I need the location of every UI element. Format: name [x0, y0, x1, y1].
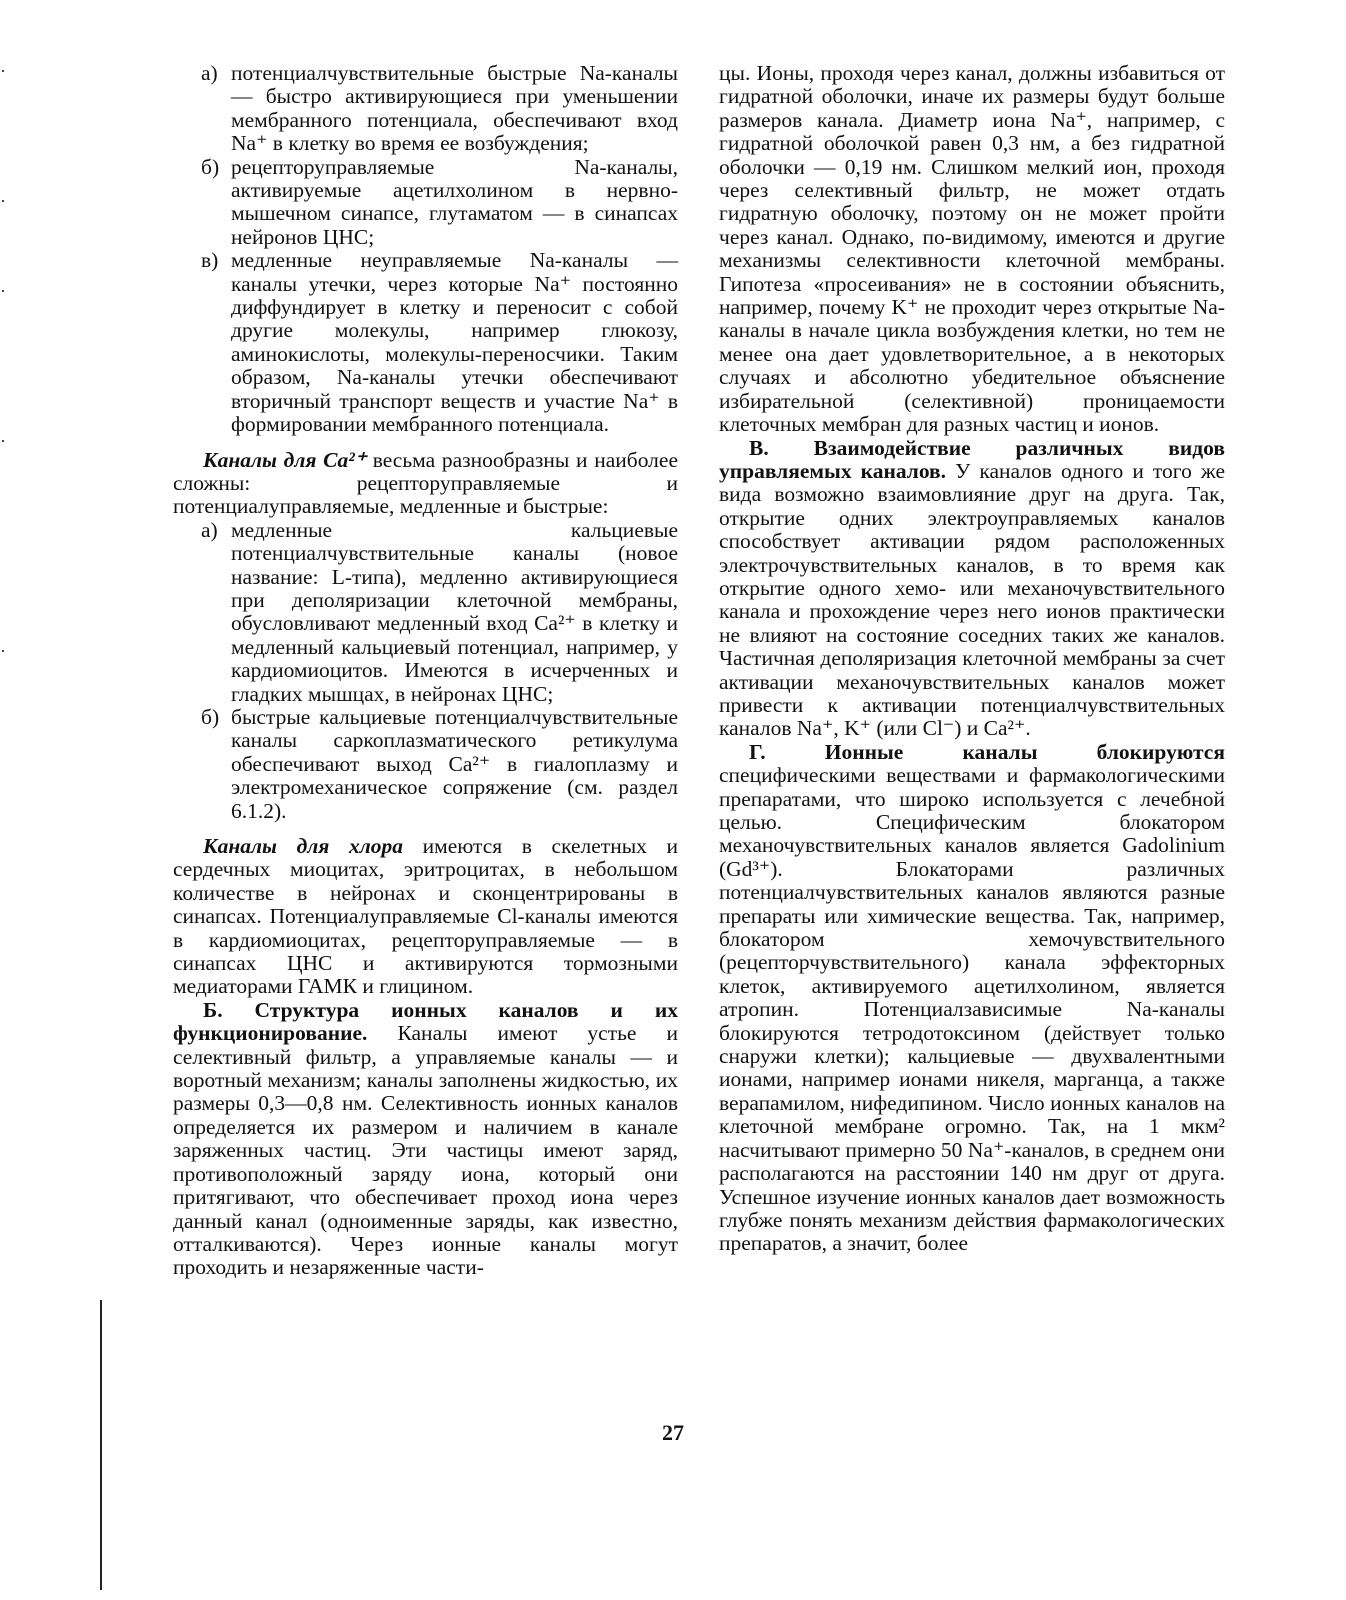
list-item-label: в) — [201, 248, 219, 273]
section-g-paragraph — [719, 741, 1225, 1256]
cl-channels-paragraph — [173, 835, 678, 999]
page-number: 27 — [662, 1420, 684, 1445]
cl-channels-heading: Каналы для хлора — [203, 834, 404, 858]
section-b-paragraph — [173, 999, 678, 1280]
scan-edge-dot — [2, 200, 4, 202]
na-channel-list — [173, 62, 678, 437]
list-item-label: б) — [201, 154, 220, 179]
ca-channels-intro: весьма разнообразны и наиболее сложны: рецепторуправляемые и потенциалуправляемые, медленные и быстрые: — [173, 447, 678, 519]
scan-edge-dot — [2, 290, 4, 292]
ca-channels-heading: Каналы для Ca²⁺ — [203, 447, 367, 472]
list-item — [201, 156, 678, 250]
scan-edge-dot — [2, 650, 4, 652]
list-item — [201, 519, 678, 706]
list-item — [201, 249, 678, 436]
section-g-heading: Г. Ионные каналы блокируются — [749, 739, 1225, 764]
list-item-text: быстрые кальциевые потенциалчувствительные каналы саркоплазматического ретикулума обеспечивают выход Ca²⁺ в гиалоплазму и электромеханическое сопряжение (см. раздел 6.1.2). — [231, 704, 678, 823]
list-item-text: медленные неуправляемые Na-каналы — каналы утечки, через которые Na⁺ постоянно диффундирует в клетку и переносит с собой другие молекулы, например глюкозу, аминокислоты, молекулы-переносчики. Таким образом, Na-каналы утечки обеспечивают вторичный транспорт веществ и участие Na⁺ в формировании мембранного потенциала. — [231, 248, 678, 437]
list-item-text: потенциалчувствительные быстрые Na-каналы — быстро активирующиеся при уменьшении мембранного потенциала, обеспечивают вход Na⁺ в клетку во время ее возбуждения; — [231, 61, 678, 156]
section-b-text: Каналы имеют устье и селективный фильтр, а управляемые каналы — и воротный механизм; каналы заполнены жидкостью, их размеры 0,3—0,8 нм. Селективность ионных каналов определяется их размером и наличием в канале заряженных частиц. Эти частицы имеют заряд, противоположный заряду иона, который они притягивают, что обеспечивает проход иона через данный канал (одноименные заряды, как известно, отталкиваются). Через ионные каналы могут проходить и незаряженные части- — [173, 1021, 678, 1280]
ca-channel-list — [173, 519, 678, 823]
right-column — [719, 62, 1225, 1256]
section-b-heading: Б. Структура ионных каналов и их функционирование. — [173, 997, 678, 1046]
left-column — [173, 62, 678, 1280]
section-v-heading: В. Взаимодействие различных видов управляемых каналов. — [719, 435, 1225, 483]
scan-edge-dot — [2, 70, 4, 72]
list-item — [201, 706, 678, 823]
section-v-text: У каналов одного и того же вида возможно взаимовлияние друг на друга. Так, открытие одних электроуправляемых каналов способствует активации рядом расположенных электрочувствительных каналов, в то время как открытие одного хемо- или механочувствительного канала и прохождение через него ионов практически не влияют на состояние соседних таких же каналов. Частичная деполяризация клеточной мембраны за счет активации механочувствительных каналов может привести к активации потенциалчувствительных каналов Na⁺, K⁺ (или Cl⁻) и Ca²⁺. — [719, 458, 1225, 741]
cl-channels-text: имеются в скелетных и сердечных миоцитах, эритроцитах, в небольшом количестве в нейронах и сконцентрированы в синапсах. Потенциалуправляемые Cl-каналы имеются в кардиомиоцитах, рецепторуправляемые — в синапсах ЦНС и активируются тормозными медиаторами ГАМК и глицином. — [173, 834, 679, 999]
ca-channels-paragraph — [173, 449, 678, 519]
scan-edge-dot — [2, 440, 4, 442]
list-item-text: медленные кальциевые потенциалчувствительные каналы (новое название: L-типа), медленно активирующиеся при деполяризации клеточной мембраны, обусловливают медленный вход Ca²⁺ в клетку и медленный кальциевый потенциал, например, у кардиомиоцитов. Имеются в исчерченных и гладких мышцах, в нейронах ЦНС; — [231, 517, 678, 706]
list-item-label: б) — [201, 704, 220, 729]
list-item-text: рецепторуправляемые Na-каналы, активируемые ацетилхолином в нервно-мышечном синапсе, глутаматом — в синапсах нейронов ЦНС; — [231, 154, 678, 249]
list-item — [201, 62, 678, 156]
list-item-label: а) — [201, 517, 218, 542]
section-g-text: специфическими веществами и фармакологическими препаратами, что широко используется с лечебной целью. Специфическим блокатором механочувствительных каналов является Gadolinium (Gd³⁺). Блокаторами различных потенциалчувствительных каналов являются разные препараты или химические вещества. Так, например, блокатором хемочувствительного (рецепторчувствительного) канала эффекторных клеток, активируемого ацетилхолином, является атропин. Потенциалзависимые Na-каналы блокируются тетродотоксином (действует только снаружи клетки); кальциевые — двухвалентными ионами, например ионами никеля, марганца, а также верапамилом, нифедипином. Число ионных каналов на клеточной мембране огромно. Так, на 1 мкм² насчитывают примерно 50 Na⁺-каналов, в среднем они располагаются на расстоянии 140 нм друг от друга. Успешное изучение ионных каналов дает возможность глубже понять механизм действия фармакологических препаратов, а значит, более — [719, 763, 1225, 1256]
list-item-label: а) — [201, 61, 218, 85]
continued-paragraph: цы. Ионы, проходя через канал, должны избавиться от гидратной оболочки, иначе их размеры будут больше размеров канала. Диаметр иона Na⁺, например, с гидратной оболочкой равен 0,3 нм, а без гидратной оболочки — 0,19 нм. Слишком мелкий ион, проходя через селективный фильтр, не может отдать гидратную оболочку, поэтому он не может пройти через канал. Однако, по-видимому, имеются и другие механизмы селективности клеточной мембраны. Гипотеза «просеивания» не в состоянии объяснить, например, почему K⁺ не проходит через открытые Na-каналы в начале цикла возбуждения клетки, но тем не менее она дает удовлетворительное, а в некоторых случаях и абсолютно убедительное объяснение избирательной (селективной) проницаемости клеточных мембран для разных частиц и ионов. — [719, 61, 1225, 437]
section-v-paragraph — [719, 437, 1225, 741]
